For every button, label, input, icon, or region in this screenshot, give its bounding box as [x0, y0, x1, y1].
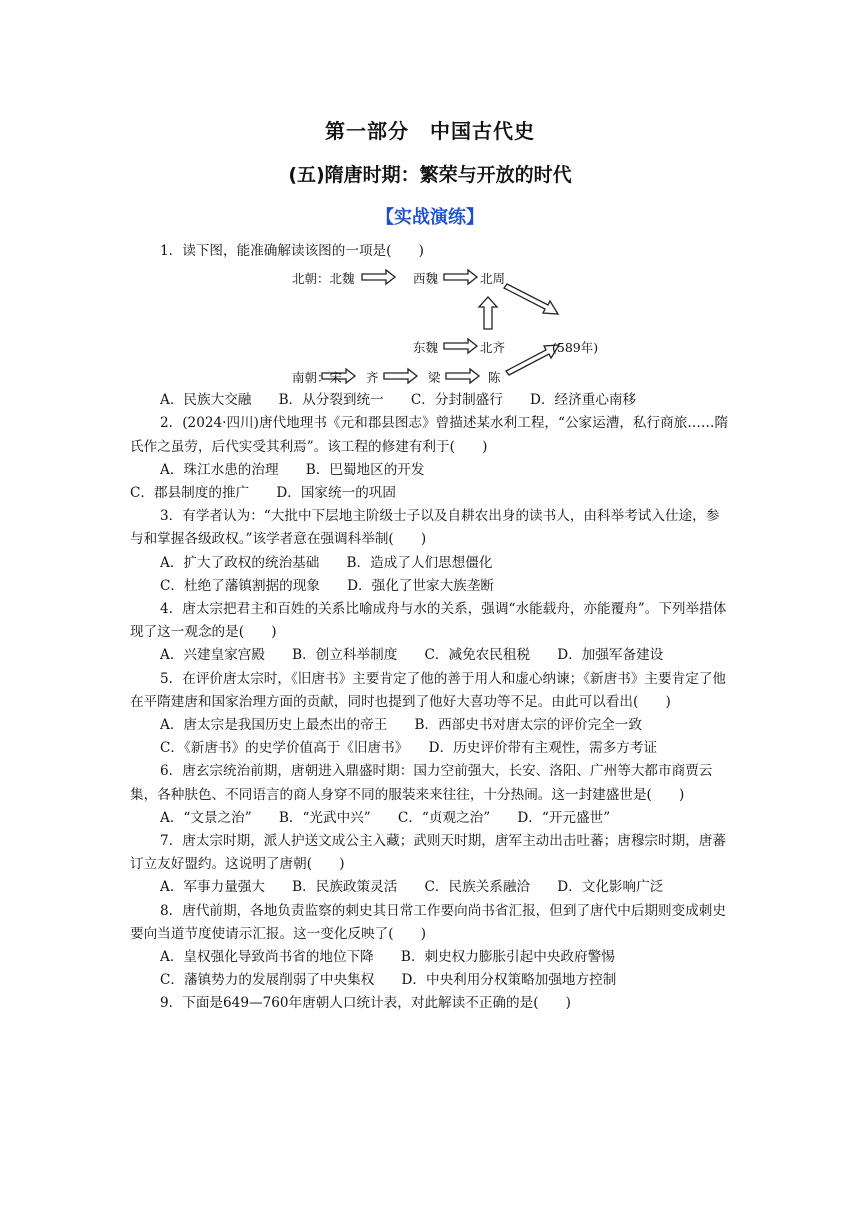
label-qi: 齐 — [366, 370, 379, 386]
question-2-options-ab: A．珠江水患的治理 B．巴蜀地区的开发 — [160, 461, 425, 478]
label-north-dynasty: 北朝：北魏 — [292, 271, 355, 287]
label-liang: 梁 — [428, 370, 441, 386]
unit-title: (五)隋唐时期：繁荣与开放的时代 — [288, 164, 572, 186]
question-9-stem: 9．下面是649—760年唐朝人口统计表，对此解读不正确的是( ) — [160, 995, 571, 1012]
question-5-options-cd: C．《新唐书》的史学价值高于《旧唐书》 D．历史评价带有主观性，需多方考证 — [160, 740, 658, 757]
question-3-options-cd: C．杜绝了藩镇割据的现象 D．强化了世家大族垄断 — [160, 577, 494, 594]
question-2-stem: 2．(2024·四川)唐代地理书《元和郡县图志》曾描述某水利工程，“公家运漕，私行商旅……隋氏作之虽劳，后代实受其利焉”。该工程的修建有利于( ) — [130, 415, 729, 455]
arrow-beiwei-xiwei — [362, 270, 395, 284]
question-8-options-ab: A．皇权强化导致尚书省的地位下降 B．刺史权力膨胀引起中央政府警惕 — [160, 949, 615, 966]
question-1-options: A．民族大交融 B．从分裂到统一 C．分封制盛行 D．经济重心南移 — [160, 392, 637, 409]
arrow-beizhou-589 — [504, 284, 558, 314]
label-chen: 陈 — [488, 370, 501, 386]
question-8-options-cd: C．藩镇势力的发展削弱了中央集权 D．中央利用分权策略加强地方控制 — [160, 972, 617, 989]
question-6-stem: 6．唐玄宗统治前期，唐朝进入鼎盛时期：国力空前强大，长安、洛阳、广州等大都市商贾云集，各种肤色、不同语言的商人身穿不同的服装来来往往，十分热闹。这一封建盛世是( ) — [130, 763, 713, 803]
question-7-options: A．军事力量强大 B．民族政策灵活 C．民族关系融洽 D．文化影响广泛 — [160, 879, 664, 896]
arrow-xiwei-beizhou — [444, 270, 477, 284]
label-beiqi: 北齐 — [480, 340, 506, 356]
label-589: (589年) — [552, 340, 599, 356]
arrow-dongwei-beiqi — [444, 339, 477, 353]
label-beizhou: 北周 — [480, 271, 506, 287]
question-1-stem: 1．读下图，能准确解读该图的一项是( ) — [160, 243, 424, 259]
question-5-options-ab: A．唐太宗是我国历史上最杰出的帝王 B．西部史书对唐太宗的评价完全一致 — [160, 717, 642, 734]
question-5-stem: 5．在评价唐太宗时，《旧唐书》主要肯定了他的善于用人和虚心纳谏；《新唐书》主要肯定了他在平隋建唐和国家治理方面的贡献，同时也提到了他好大喜功等不足。由此可以看出( ) — [130, 670, 726, 710]
part-title: 第一部分 中国古代史 — [325, 119, 535, 143]
question-2-options-cd: C．郡县制度的推广 D．国家统一的巩固 — [130, 485, 396, 502]
label-xiwei: 西魏 — [413, 271, 439, 287]
section-title: 【实战演练】 — [376, 207, 484, 228]
arrow-liang-chen — [446, 369, 479, 383]
question-4-options: A．兴建皇家宫殿 B．创立科举制度 C．减免农民租税 D．加强军备建设 — [160, 647, 664, 664]
label-dongwei: 东魏 — [413, 340, 439, 356]
question-3-stem: 3．有学者认为：“大批中下层地主阶级士子以及自耕农出身的读书人，由科举考试入仕途，参与和掌握各级政权。”该学者意在强调科举制( ) — [130, 508, 720, 548]
dynasty-diagram — [130, 263, 730, 389]
arrow-beiqi-beizhou — [479, 297, 497, 329]
question-6-options: A．“文景之治” B．“光武中兴” C．“贞观之治” D．“开元盛世” — [160, 809, 611, 826]
question-8-stem: 8．唐代前期，各地负责监察的刺史其日常工作要向尚书省汇报，但到了唐代中后期则变成刺史要向当道节度使请示汇报。这一变化反映了( ) — [130, 902, 726, 942]
question-list — [130, 240, 730, 1016]
label-south-dynasty: 南朝：宋 — [292, 370, 343, 386]
arrow-qi-liang — [384, 369, 417, 383]
question-3-options-ab: A．扩大了政权的统治基础 B．造成了人们思想僵化 — [160, 554, 493, 571]
question-4-stem: 4．唐太宗把君主和百姓的关系比喻成舟与水的关系，强调“水能载舟，亦能覆舟”。下列举措体现了这一观念的是( ) — [130, 601, 727, 641]
question-7-stem: 7．唐太宗时期，派人护送文成公主入藏；武则天时期，唐军主动出击吐蕃；唐穆宗时期，唐蕃订立友好盟约。这说明了唐朝( ) — [130, 833, 726, 873]
